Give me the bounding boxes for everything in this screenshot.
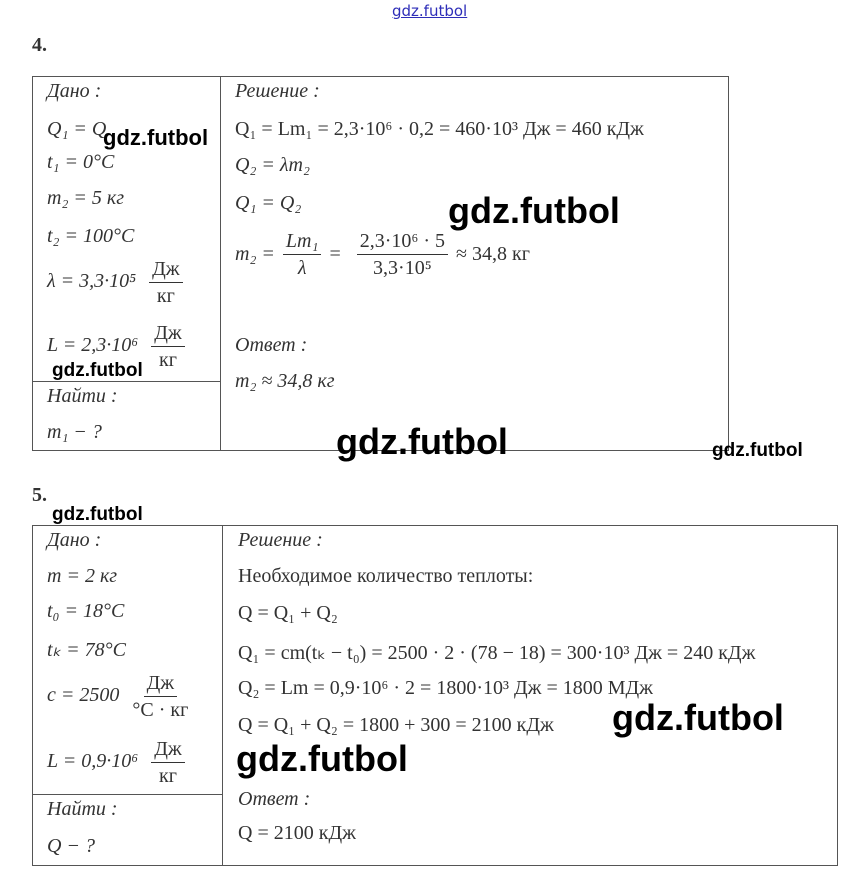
problem-4-solution-line-1: Q₁ = Lm₁ = 2,3·10⁶ · 0,2 = 460·10³ Дж = 460 кДж [235,118,644,140]
fraction-denominator: λ [297,257,307,279]
watermark: gdz.futbol [336,421,508,462]
problem-4-L-value: L = 2,3·10⁶ [47,334,139,357]
problem-5-solution-line-4: Q₂ = Lm = 0,9·10⁶ · 2 = 1800·10³ Дж = 1800 МДж [238,677,653,699]
unit-denominator: кг [158,349,177,371]
watermark: gdz.futbol [712,440,803,461]
problem-5-given-4 [47,672,188,721]
formula-fraction-1 [283,230,322,279]
unit-denominator: кг [156,285,175,307]
unit-numerator: Дж [151,738,184,763]
problem-5-given-5 [47,738,185,787]
problem-4-given-1: Q₁ = Q [47,118,107,140]
problem-5-solution-line-5: Q = Q₁ + Q₂ = 1800 + 300 = 2100 кДж [238,714,554,736]
problem-4-lambda-unit [149,258,182,307]
problem-5-solution-line-2: Q = Q₁ + Q₂ [238,602,338,624]
problem-5-given-2: t₀ = 18°C [47,600,125,622]
watermark: gdz.futbol [448,190,620,231]
problem-4-find-label: Найти : [47,385,118,407]
fraction-numerator: 2,3·10⁶ · 5 [357,230,448,255]
problem-4-lambda-value: λ = 3,3·10⁵ [47,270,137,293]
unit-numerator: Дж [151,322,184,347]
unit-denominator: °C · кг [132,699,189,721]
watermark: gdz.futbol [103,125,209,150]
problem-5-find-value: Q − ? [47,835,95,857]
watermark: gdz.futbol [612,697,784,738]
watermark: gdz.futbol [236,738,408,779]
problem-4-answer-label: Ответ : [235,334,308,356]
problem-5-L-value: L = 0,9·10⁶ [47,750,139,773]
problem-5-given-1: m = 2 кг [47,565,118,587]
problem-4-divider [220,76,221,451]
problem-4-given-5 [47,258,183,307]
problem-4-solution-label: Решение : [235,80,320,102]
formula-equals: = [329,243,341,265]
problem-5-answer-value: Q = 2100 кДж [238,822,356,844]
problem-5-number: 5. [32,484,47,506]
problem-4-solution-line-2: Q₂ = λm₂ [235,154,310,176]
top-watermark-link[interactable]: gdz.futbol [392,2,468,20]
problem-4-given-label: Дано : [47,80,102,102]
fraction-denominator: 3,3·10⁵ [373,257,432,279]
unit-denominator: кг [158,765,177,787]
unit-numerator: Дж [144,672,177,697]
formula-fraction-2 [357,230,448,279]
problem-4-given-3: m₂ = 5 кг [47,187,125,209]
problem-4-given-4: t₂ = 100°C [47,225,135,247]
problem-4-given-2: t₁ = 0°C [47,151,115,173]
problem-5-solution-line-3: Q₁ = cm(tₖ − t₀) = 2500 · 2 · (78 − 18) = 300·10³ Дж = 240 кДж [238,642,756,664]
formula-lhs: m₂ = [235,243,275,265]
problem-5-find-divider [32,794,223,795]
problem-5-c-unit [132,672,188,721]
problem-4-solution-line-3: Q₁ = Q₂ [235,192,302,214]
problem-4-find-value: m₁ − ? [47,421,102,443]
problem-5-given-label: Дано : [47,529,102,551]
fraction-numerator: Lm₁ [283,230,322,255]
watermark: gdz.futbol [52,504,143,525]
problem-4-answer-value: m₂ ≈ 34,8 кг [235,370,335,392]
unit-numerator: Дж [149,258,182,283]
problem-4-solution-line-4 [235,230,530,279]
problem-4-number: 4. [32,34,47,56]
problem-5-given-3: tₖ = 78°C [47,639,126,661]
problem-5-find-label: Найти : [47,798,118,820]
formula-result: ≈ 34,8 кг [456,243,530,265]
watermark: gdz.futbol [52,360,143,381]
problem-5-solution-label: Решение : [238,529,323,551]
problem-5-L-unit [151,738,184,787]
problem-5-divider [222,525,223,866]
problem-5-c-value: c = 2500 [47,684,120,707]
problem-4-L-unit [151,322,184,371]
problem-5-answer-label: Ответ : [238,788,311,810]
problem-5-solution-line-1: Необходимое количество теплоты: [238,565,534,587]
